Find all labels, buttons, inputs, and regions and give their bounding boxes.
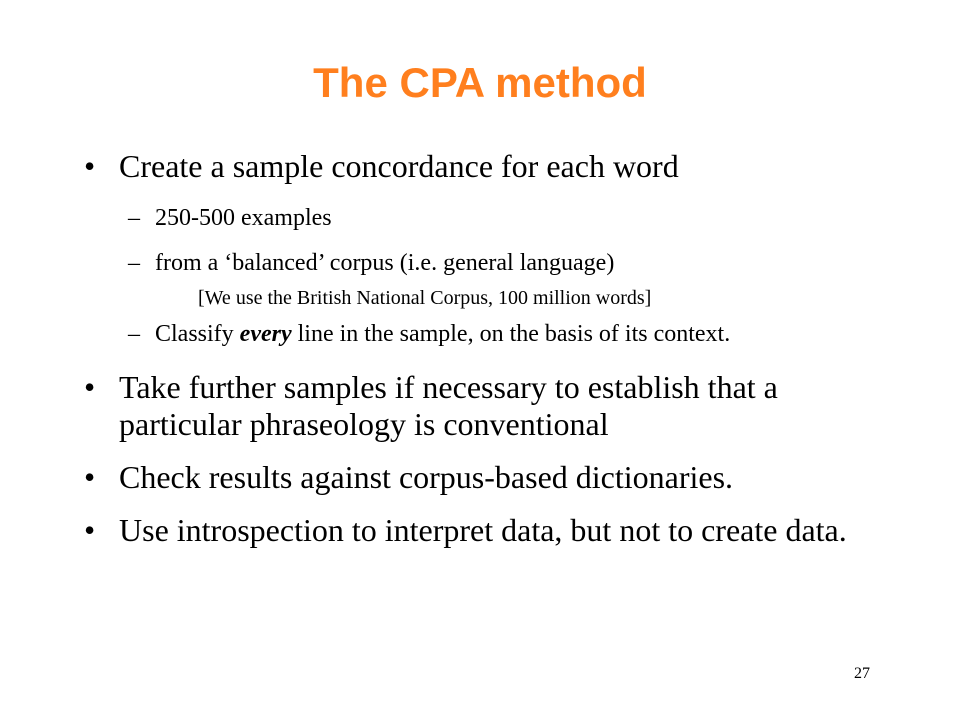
dash-marker: – — [128, 250, 140, 276]
bullet-text: Check results against corpus-based dictionaries. — [119, 459, 734, 495]
sub-item-text: 250-500 examples — [155, 205, 332, 231]
dash-marker: – — [128, 321, 140, 347]
bullet-text: Take further samples if necessary to establish that a particular phraseology is conventional — [119, 369, 778, 442]
bullet-item — [84, 148, 884, 185]
sub-item-text-after: line in the sample, on the basis of its context. — [291, 321, 731, 347]
page-number: 27 — [854, 665, 870, 682]
slide-content — [84, 148, 884, 549]
sub-item — [84, 320, 884, 348]
slide-title: The CPA method — [313, 59, 647, 106]
emphasized-word: every — [239, 321, 292, 347]
bullet-marker: • — [84, 459, 96, 495]
dash-marker: – — [128, 205, 140, 231]
bullet-marker: • — [84, 512, 96, 548]
sub-item-text: from a ‘balanced’ corpus (i.e. general language) — [155, 250, 615, 276]
bullet-text: Use introspection to interpret data, but not to create data. — [119, 512, 847, 548]
bullet-text: Create a sample concordance for each word — [119, 148, 679, 184]
bullet-item — [84, 459, 884, 496]
bullet-item — [84, 369, 884, 443]
sub-item — [84, 204, 884, 232]
bullet-marker: • — [84, 148, 96, 184]
bullet-marker: • — [84, 369, 96, 405]
corpus-note: [We use the British National Corpus, 100 million words] — [198, 287, 652, 309]
bullet-item — [84, 512, 884, 549]
sub-item-text-before: Classify — [155, 321, 240, 347]
sub-item — [84, 249, 884, 277]
